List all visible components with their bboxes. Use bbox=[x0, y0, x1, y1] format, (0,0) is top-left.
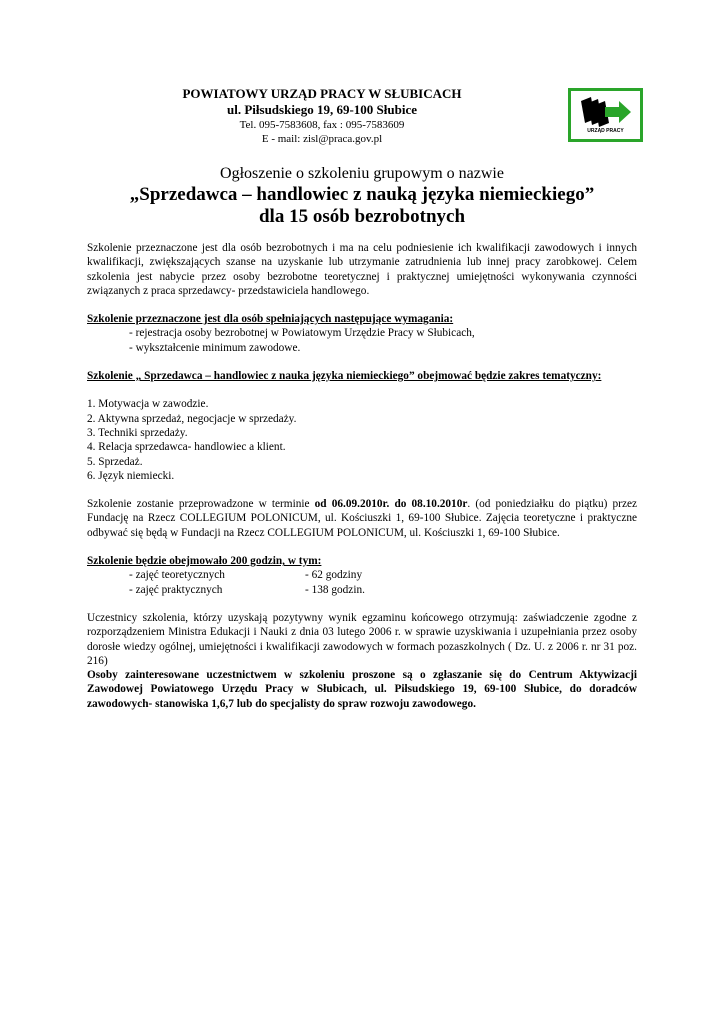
org-email: E - mail: zisl@praca.gov.pl bbox=[261, 133, 383, 145]
logo-text: URZĄD PRACY bbox=[587, 128, 624, 134]
contact-paragraph: Osoby zainteresowane uczestnictwem w szkoleniu proszone są o zgłaszanie się do Centrum Aktywizacji Zawodowej Powiatowego Urzędu Pracy w Słubicach, ul. Piłsudskiego 19, 69-100 Słubice, do doradców zawodowych- stanowiska 1,6,7 lub do specjalisty do spraw rozwoju zawodowego. bbox=[87, 669, 637, 710]
hours-value: - 62 godziny bbox=[305, 569, 363, 582]
hours-heading: Szkolenie będzie obejmowało 200 godzin, w tym: bbox=[87, 555, 322, 568]
scope-item: 1. Motywacja w zawodzie. bbox=[87, 398, 209, 411]
scope-item: 6. Język niemiecki. bbox=[87, 469, 175, 482]
requirement-item: - rejestracja osoby bezrobotnej w Powiatowym Urzędzie Pracy w Słubicach, bbox=[129, 327, 475, 340]
org-address: ul. Piłsudskiego 19, 69-100 Słubice bbox=[227, 102, 417, 117]
hours-value: - 138 godzin. bbox=[305, 583, 365, 596]
scope-item: 4. Relacja sprzedawca- handlowiec a klient. bbox=[87, 441, 286, 454]
scope-item: 5. Sprzedaż. bbox=[87, 455, 143, 468]
requirements-heading: Szkolenie przeznaczone jest dla osób spełniających następujące wymagania: bbox=[87, 313, 454, 326]
hours-label: - zajęć teoretycznych bbox=[129, 569, 225, 582]
schedule-text-end: . (od poniedziałku do piątku) przez Fundację na Rzecz COLLEGIUM POLONICUM, ul. Kościuszki 1, 69-100 Słubice. Zajęcia teoretyczne i praktyczne odbywać się będą w Fundacji na Rzecz COLLEGIUM POLONICUM, ul. Kościuszki 1, 69-100 Słubice. bbox=[87, 498, 637, 539]
document-body bbox=[87, 241, 637, 711]
schedule-text-start: Szkolenie zostanie przeprowadzone w terminie bbox=[87, 498, 315, 511]
certificate-paragraph: Uczestnicy szkolenia, którzy uzyskają pozytywny wynik egzaminu końcowego otrzymują: zaświadczenie zgodne z rozporządzeniem Ministra Edukacji i Nauki z dnia 03 lutego 2006 r. w sprawie uzyskiwania i uzupełniania przez osoby dorosłe wiedzy ogólnej, umiejętności i kwalifikacji zawodowych w formach pozaszkolnych ( Dz. U. z 2006 r. nr 31 poz. 216) bbox=[87, 611, 637, 667]
hours-row bbox=[87, 568, 637, 582]
urzad-pracy-logo bbox=[568, 88, 643, 142]
training-audience: dla 15 osób bezrobotnych bbox=[258, 206, 466, 227]
scope-item: 2. Aktywna sprzedaż, negocjacje w sprzedaży. bbox=[87, 412, 297, 425]
hours-row bbox=[87, 583, 637, 597]
requirement-item: - wykształcenie minimum zawodowe. bbox=[129, 341, 301, 354]
scope-heading: Szkolenie „ Sprzedawca – handlowiec z nauka języka niemieckiego” obejmować będzie zakres tematyczny: bbox=[87, 370, 602, 383]
org-name: POWIATOWY URZĄD PRACY W SŁUBICACH bbox=[182, 86, 462, 101]
letterhead bbox=[87, 86, 557, 146]
schedule-dates: od 06.09.2010r. do 08.10.2010r bbox=[314, 498, 468, 511]
hours-label: - zajęć praktycznych bbox=[129, 583, 223, 596]
training-name: „Sprzedawca – handlowiec z nauką języka niemieckiego” bbox=[129, 184, 595, 205]
schedule-paragraph bbox=[87, 497, 637, 540]
announcement-titles bbox=[87, 164, 637, 228]
announcement-intro: Ogłoszenie o szkoleniu grupowym o nazwie bbox=[220, 165, 504, 182]
scope-item: 3. Techniki sprzedaży. bbox=[87, 426, 188, 439]
intro-paragraph: Szkolenie przeznaczone jest dla osób bezrobotnych i ma na celu podniesienie ich kwalifikacji zawodowych i innych kwalifikacji, zwiększających szanse na uzyskanie lub utrzymanie zatrudnienia lub innej pracy zarobkowej. Celem szkolenia jest nabycie przez osoby bezrobotne teoretycznej i praktycznej umiejętności wykonywania czynności związanych z praca sprzedawcy- przedstawiciela handlowego. bbox=[87, 242, 637, 297]
org-phone-fax: Tel. 095-7583608, fax : 095-7583609 bbox=[239, 119, 405, 131]
